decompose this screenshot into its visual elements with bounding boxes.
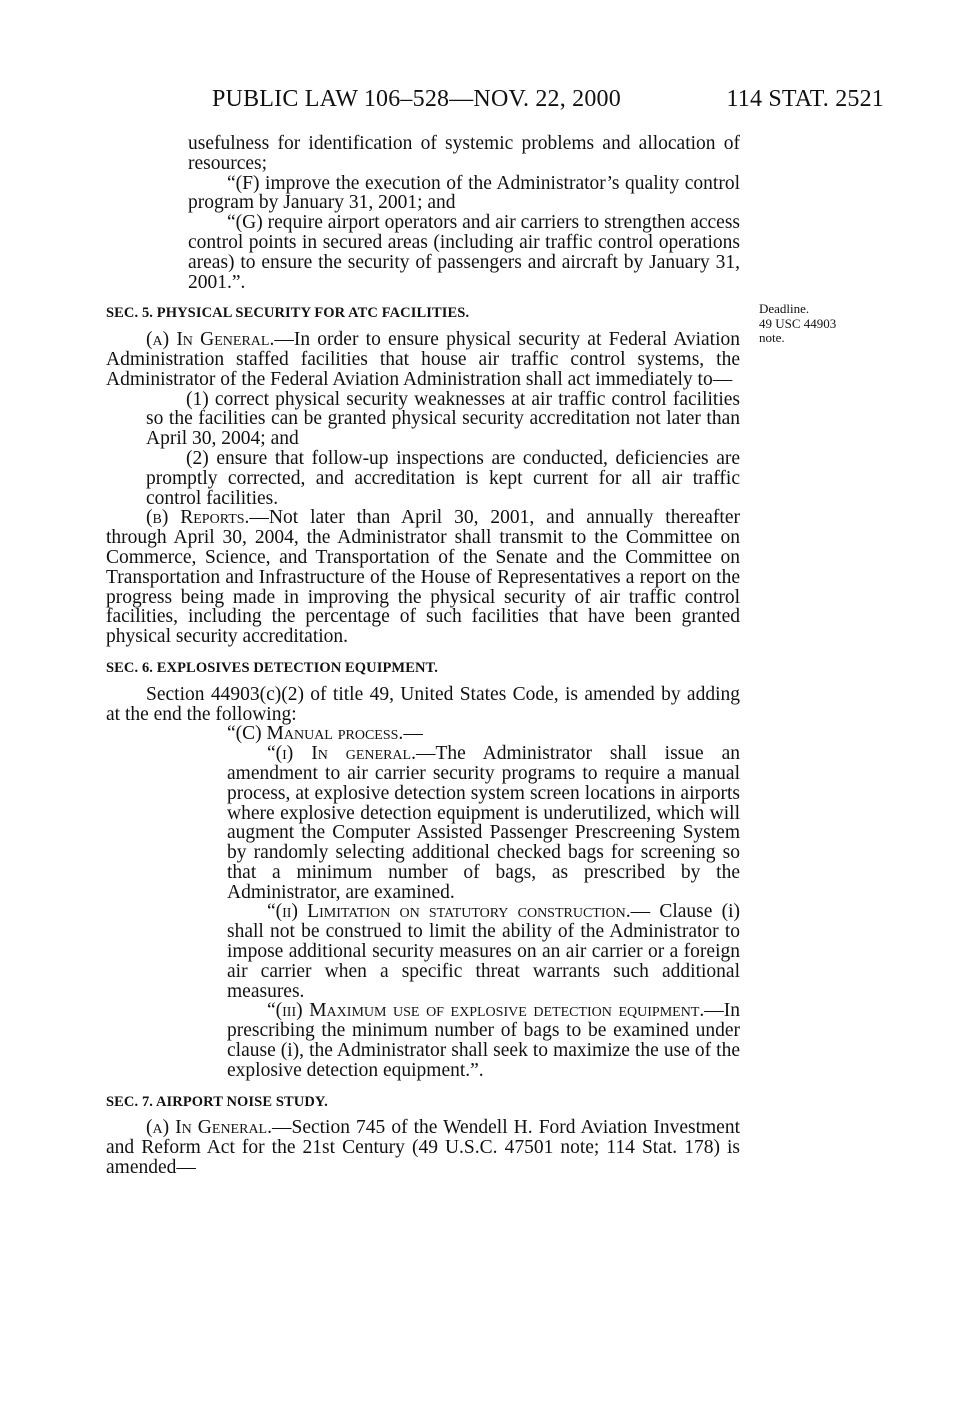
section-6-heading: SEC. 6. EXPLOSIVES DETECTION EQUIPMENT. xyxy=(106,659,438,676)
section-6-i-caption: “(i) In general. xyxy=(267,743,416,765)
paragraph-g: “(G) require airport operators and air carriers to strengthen access control points in secured areas (including air traffic control operations areas) to ensure the security of passengers and aircraft by January 31, 2001.”. xyxy=(188,212,740,293)
section-6-c-caption: “(C) Manual process. xyxy=(227,723,404,745)
section-5-paragraph-2: (2) ensure that follow-up inspections are conducted, deficiencies are promptly corrected, and accreditation is kept current for all air traffic control facilities. xyxy=(146,447,740,509)
section-7-a-body: —Section 745 of the Wendell H. Ford Aviation Investment and Reform Act for the 21st Century (49 U.S.C. 47501 note; 114 Stat. 178) is amended— xyxy=(106,1117,740,1179)
margin-note-deadline: Deadline. xyxy=(759,301,810,316)
section-7-subsection-a xyxy=(106,1118,740,1177)
body-text xyxy=(106,134,740,1178)
section-6-subparagraph-c xyxy=(106,724,740,744)
section-6-ii-caption: “(ii) Limitation on statutory construction. xyxy=(267,901,631,923)
paragraph-f: “(F) improve the execution of the Administrator’s quality control program by January 31, 2001; and xyxy=(188,172,740,214)
section-5-b-body: —Not later than April 30, 2001, and annually thereafter through April 30, 2004, the Administrator shall transmit to the Committee on Commerce, Science, and Transportation of the Senate and the Committee on Transportation and Infrastructure of the House of Representatives a report on the progress being made in improving the physical security of air traffic control facilities, including the percentage of such facilities that have been granted physical security accreditation. xyxy=(106,507,740,648)
section-6-clause-iii xyxy=(106,1001,740,1080)
section-5-paragraph-1: (1) correct physical security weaknesses at air traffic control facilities so the facilities can be granted physical security accreditation not later than April 30, 2004; and xyxy=(146,388,740,450)
section-5-subsection-b xyxy=(106,508,740,647)
section-6-iii-caption: “(iii) Maximum use of explosive detection equipment. xyxy=(267,1000,705,1022)
section-7-a-caption: (a) In General. xyxy=(146,1117,272,1139)
paragraph-e-continued: usefulness for identification of systemic problems and allocation of resources; xyxy=(188,133,740,174)
section-6-c-dash: — xyxy=(403,723,423,745)
section-6-clause-i xyxy=(106,744,740,902)
section-6-ii-body: — Clause (i) shall not be construed to limit the ability of the Administrator to impose additional security measures on an air carrier or a foreign air carrier when a specific threat warrants such additional measures. xyxy=(227,901,741,1002)
section-5-heading: SEC. 5. PHYSICAL SECURITY FOR ATC FACILITIES. xyxy=(106,305,470,322)
section-6-clause-ii xyxy=(106,902,740,1001)
section-6-iii-body: —In prescribing the minimum number of bags to be examined under clause (i), the Administrator shall seek to maximize the use of the explosive detection equipment.”. xyxy=(227,1000,740,1081)
margin-note-usc: 49 USC 44903 xyxy=(759,315,837,331)
margin-note-note: note. xyxy=(759,330,785,345)
section-5-a-caption: (a) In General. xyxy=(146,329,275,351)
section-5-b-caption: (b) Reports. xyxy=(146,507,250,529)
section-6-i-body: —The Administrator shall issue an amendment to air carrier security programs to require a manual process, at explosive detection system screen locations in airports where explosive detection equipment is underutilized, which will augment the Computer Assisted Passenger Prescreening System by randomly selecting additional checked bags for screening so that a minimum number of bags, as prescribed by the Administrator, are examined. xyxy=(227,743,740,903)
section-5-subsection-a xyxy=(106,330,740,389)
section-6-intro: Section 44903(c)(2) of title 49, United States Code, is amended by adding at the end the following: xyxy=(106,683,740,725)
header-citation: PUBLIC LAW 106–528—NOV. 22, 2000 xyxy=(212,86,621,112)
margin-note xyxy=(759,302,836,346)
section-7-heading: SEC. 7. AIRPORT NOISE STUDY. xyxy=(106,1093,328,1110)
header-page-number: 114 STAT. 2521 xyxy=(726,86,884,112)
section-5-a-body: —In order to ensure physical security at Federal Aviation Administration staffed facilities that house air traffic control systems, the Administrator of the Federal Aviation Administration shall act immediately to— xyxy=(106,329,741,390)
